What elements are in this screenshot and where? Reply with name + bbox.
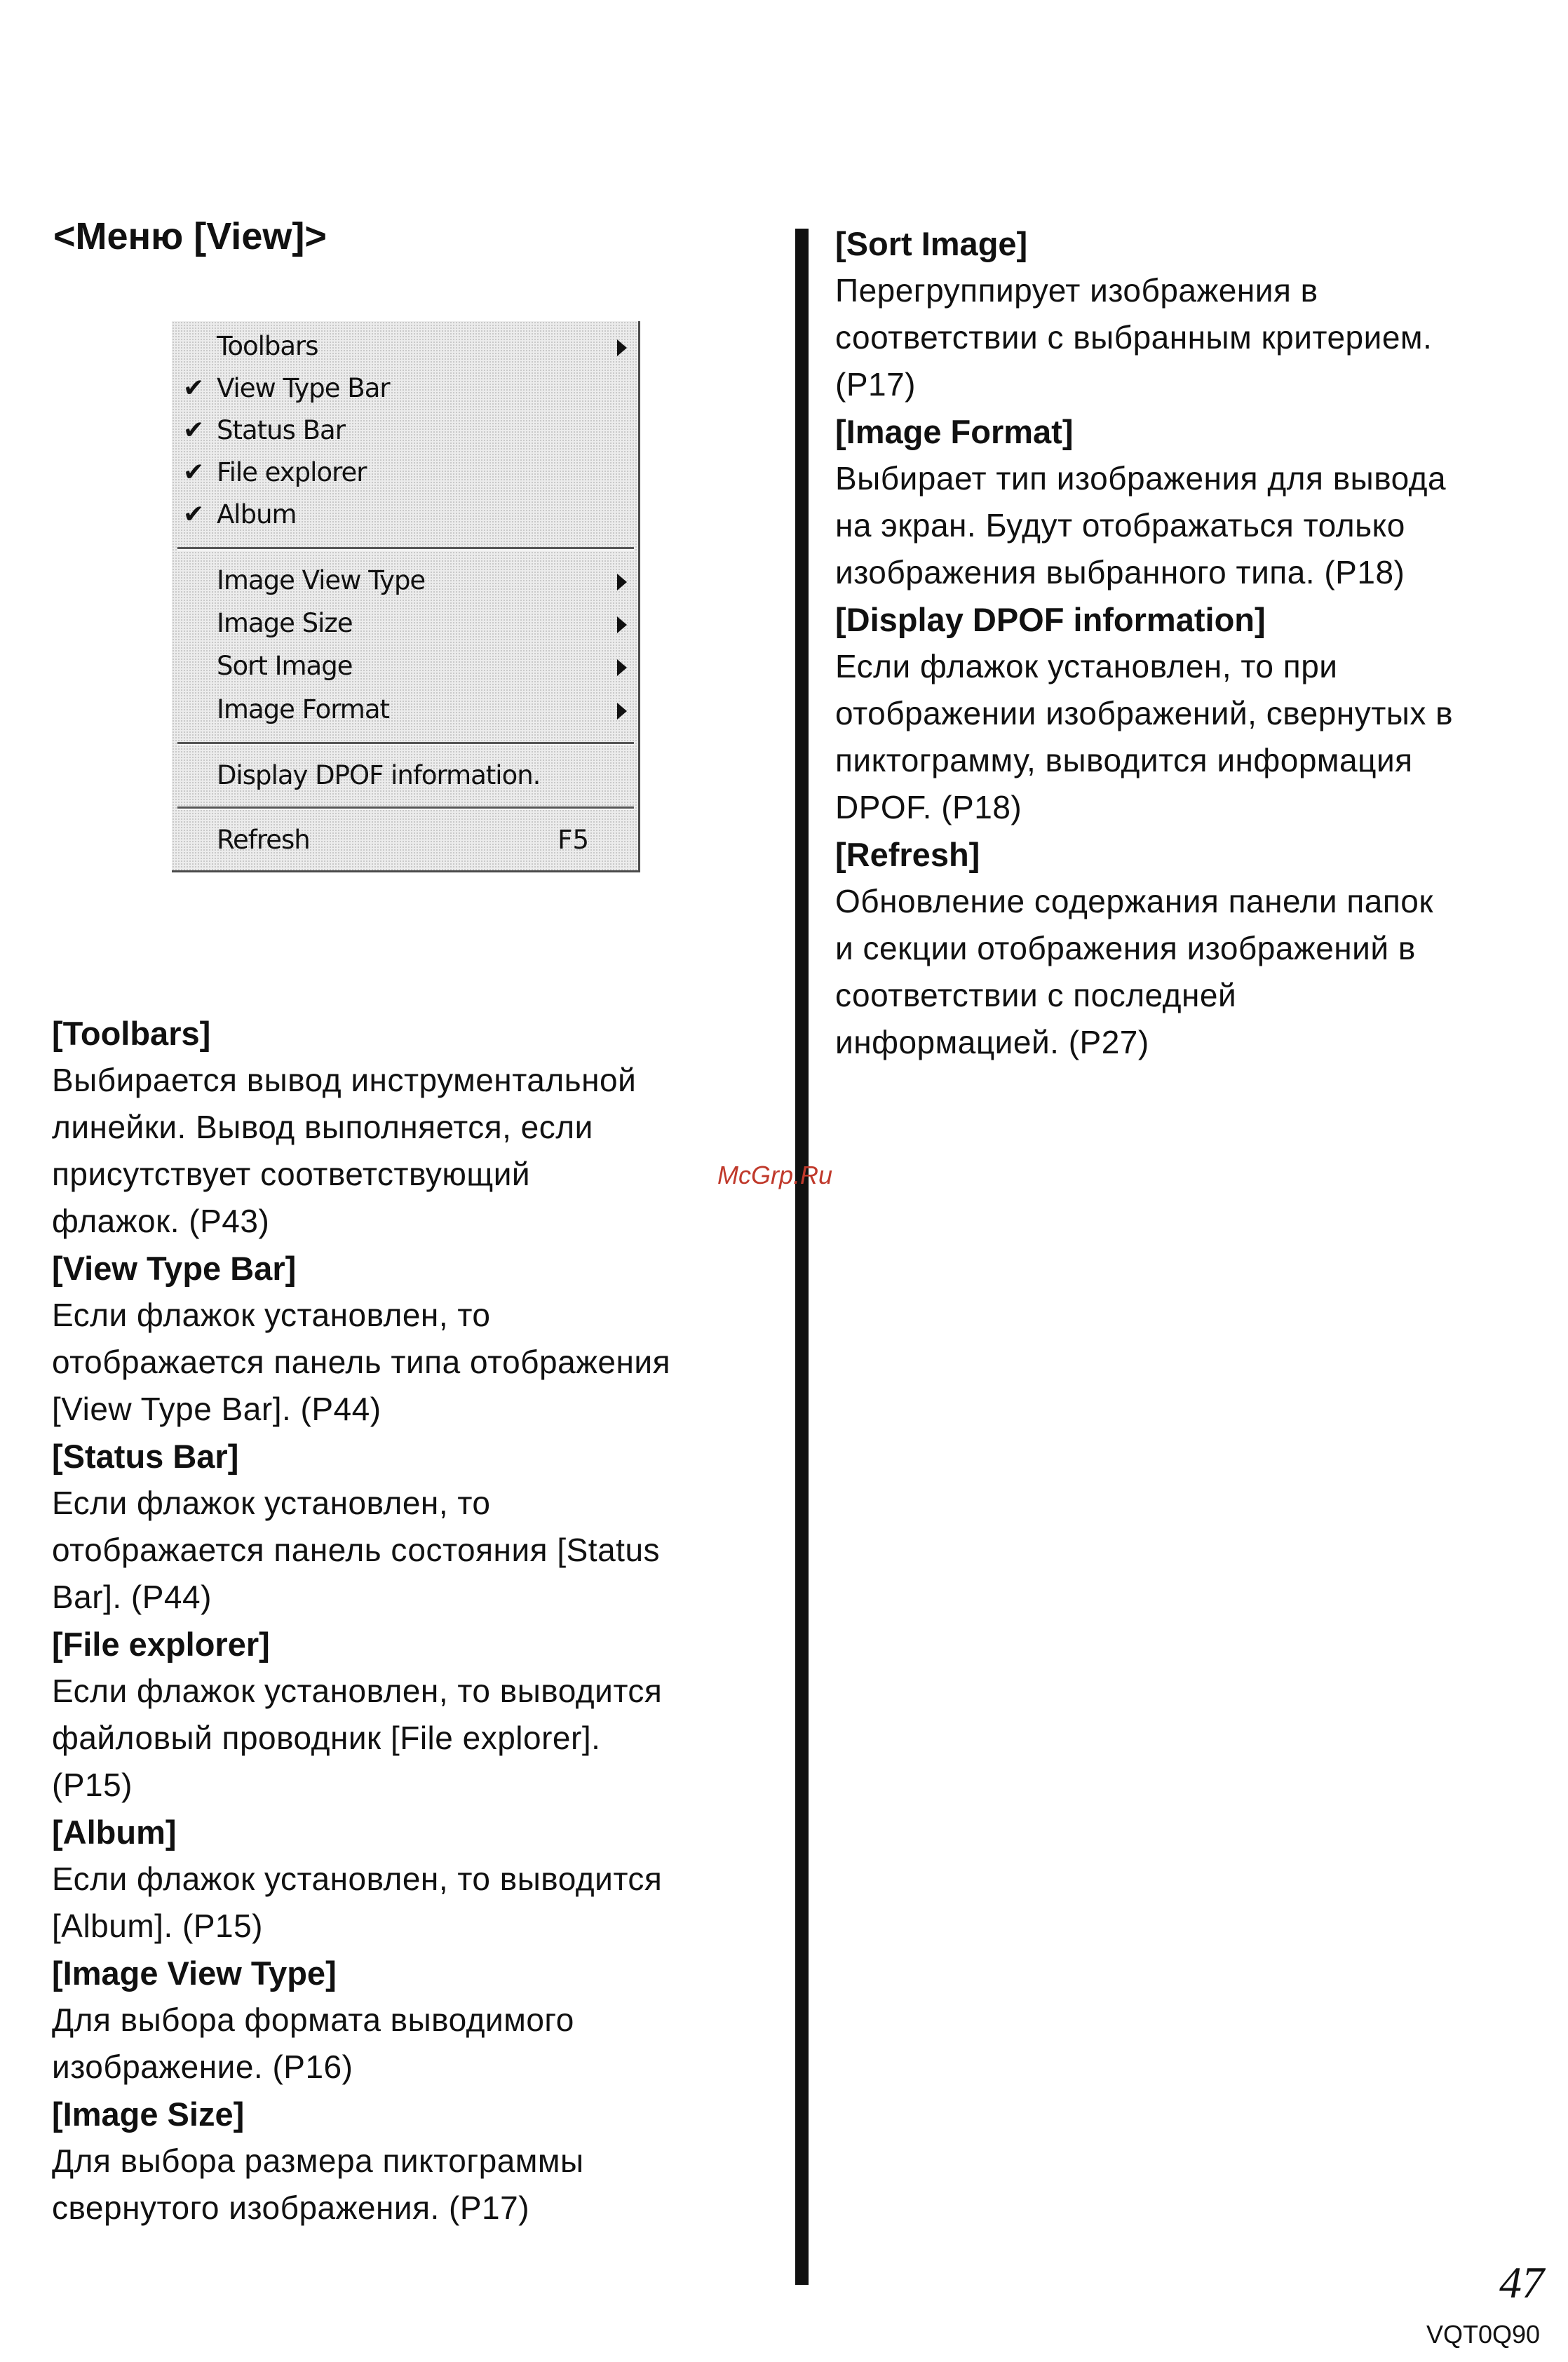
- menu-item-display-dpof[interactable]: [172, 756, 638, 798]
- entry-title: [Image Format]: [835, 413, 1074, 450]
- entry-title: [View Type Bar]: [52, 1250, 297, 1287]
- menu-item-image-view-type[interactable]: [172, 561, 638, 603]
- entry-title: [Album]: [52, 1814, 177, 1851]
- entry-line: DPOF. (P18): [835, 789, 1022, 825]
- entry-line: на экран. Будут отображаться только: [835, 507, 1405, 544]
- entry-line: [View Type Bar]. (P44): [52, 1391, 381, 1427]
- entry-title: [Toolbars]: [52, 1015, 211, 1052]
- menu-item-label: Image Size: [217, 608, 353, 638]
- entry-image-size: [52, 2091, 760, 2232]
- entry-title: [File explorer]: [52, 1626, 270, 1663]
- menu-item-label: View Type Bar: [217, 373, 390, 403]
- submenu-arrow-icon: [617, 659, 627, 676]
- right-column: [835, 220, 1557, 1066]
- page-title: <Меню [View]>: [53, 215, 327, 257]
- entry-line: изображение. (P16): [52, 2049, 353, 2085]
- submenu-arrow-icon: [617, 339, 627, 356]
- menu-item-label: Refresh: [217, 825, 310, 855]
- entry-line: Выбирает тип изображения для вывода: [835, 460, 1447, 497]
- submenu-arrow-icon: [617, 703, 627, 720]
- menu-item-label: Toolbars: [217, 331, 318, 361]
- watermark: McGrp.Ru: [717, 1161, 833, 1189]
- checkmark-icon: ✔: [183, 374, 205, 403]
- entry-image-view-type: [52, 1950, 760, 2091]
- menu-item-view-type-bar[interactable]: [172, 369, 638, 411]
- entry-status-bar: [52, 1433, 760, 1621]
- entry-line: соответствии с последней: [835, 977, 1237, 1013]
- menu-item-label: Image Format: [217, 694, 390, 724]
- entry-line: файловый проводник [File explorer].: [52, 1720, 601, 1756]
- menu-item-image-format[interactable]: [172, 690, 638, 732]
- entry-display-dpof: [835, 596, 1557, 831]
- entry-toolbars: [52, 1010, 760, 1245]
- entry-line: Выбирается вывод инструментальной: [52, 1062, 637, 1098]
- entry-line: отображении изображений, свернутых в: [835, 695, 1454, 731]
- menu-item-label: Image View Type: [217, 565, 426, 595]
- entry-title: [Status Bar]: [52, 1438, 239, 1475]
- entry-view-type-bar: [52, 1245, 760, 1433]
- entry-line: Если флажок установлен, то выводится: [52, 1861, 663, 1897]
- entry-line: Для выбора размера пиктограммы: [52, 2142, 584, 2179]
- submenu-arrow-icon: [617, 616, 627, 633]
- menu-item-status-bar[interactable]: [172, 411, 638, 453]
- entry-line: (P17): [835, 366, 916, 403]
- entry-line: [Album]. (P15): [52, 1908, 263, 1944]
- menu-separator: [177, 547, 634, 551]
- entry-sort-image: [835, 220, 1557, 408]
- entry-line: присутствует соответствующий: [52, 1156, 531, 1192]
- menu-item-image-size[interactable]: [172, 604, 638, 646]
- entry-refresh: [835, 831, 1557, 1066]
- entry-line: Если флажок установлен, то: [52, 1485, 491, 1521]
- view-menu: [172, 321, 640, 872]
- entry-line: (P15): [52, 1767, 133, 1803]
- entry-line: информацией. (P27): [835, 1024, 1149, 1060]
- entry-image-format: [835, 408, 1557, 596]
- submenu-arrow-icon: [617, 574, 627, 590]
- entry-line: Для выбора формата выводимого: [52, 2002, 574, 2038]
- entry-line: Bar]. (P44): [52, 1579, 212, 1615]
- entry-line: свернутого изображения. (P17): [52, 2189, 530, 2226]
- menu-item-toolbars[interactable]: [172, 327, 638, 369]
- page-number: 47: [1499, 2258, 1544, 2307]
- column-divider: [795, 229, 809, 2285]
- checkmark-icon: ✔: [183, 458, 205, 487]
- entry-title: [Refresh]: [835, 836, 980, 873]
- menu-item-label: Display DPOF information.: [217, 760, 541, 790]
- menu-separator: [177, 807, 634, 810]
- entry-line: изображения выбранного типа. (P18): [835, 554, 1405, 590]
- entry-file-explorer: [52, 1621, 760, 1809]
- menu-item-label: File explorer: [217, 457, 367, 487]
- entry-line: Если флажок установлен, то при: [835, 648, 1338, 684]
- menu-item-label: Sort Image: [217, 651, 353, 681]
- menu-item-refresh[interactable]: [172, 821, 638, 863]
- left-column: [52, 1010, 760, 2232]
- menu-shortcut: F5: [557, 825, 589, 855]
- entry-album: [52, 1809, 760, 1950]
- entry-line: линейки. Вывод выполняется, если: [52, 1109, 593, 1145]
- entry-title: [Image Size]: [52, 2096, 245, 2133]
- entry-line: отображается панель типа отображения: [52, 1344, 671, 1380]
- entry-line: Если флажок установлен, то: [52, 1297, 491, 1333]
- menu-separator: [177, 742, 634, 745]
- entry-line: Перегруппирует изображения в: [835, 272, 1318, 309]
- entry-line: и секции отображения изображений в: [835, 930, 1416, 966]
- entry-line: Если флажок установлен, то выводится: [52, 1673, 663, 1709]
- checkmark-icon: ✔: [183, 416, 205, 445]
- entry-line: соответствии с выбранным критерием.: [835, 319, 1433, 356]
- entry-title: [Sort Image]: [835, 225, 1028, 262]
- entry-line: пиктограмму, выводится информация: [835, 742, 1413, 778]
- entry-line: Обновление содержания панели папок: [835, 883, 1433, 919]
- entry-line: отображается панель состояния [Status: [52, 1532, 661, 1568]
- checkmark-icon: ✔: [183, 500, 205, 529]
- menu-item-album[interactable]: [172, 495, 638, 537]
- entry-title: [Display DPOF information]: [835, 601, 1266, 638]
- document-code: VQT0Q90: [1426, 2320, 1541, 2349]
- menu-item-label: Album: [217, 499, 297, 529]
- entry-line: флажок. (P43): [52, 1203, 270, 1239]
- menu-item-file-explorer[interactable]: [172, 453, 638, 495]
- menu-item-sort-image[interactable]: [172, 647, 638, 689]
- menu-item-label: Status Bar: [217, 415, 345, 445]
- entry-title: [Image View Type]: [52, 1955, 337, 1992]
